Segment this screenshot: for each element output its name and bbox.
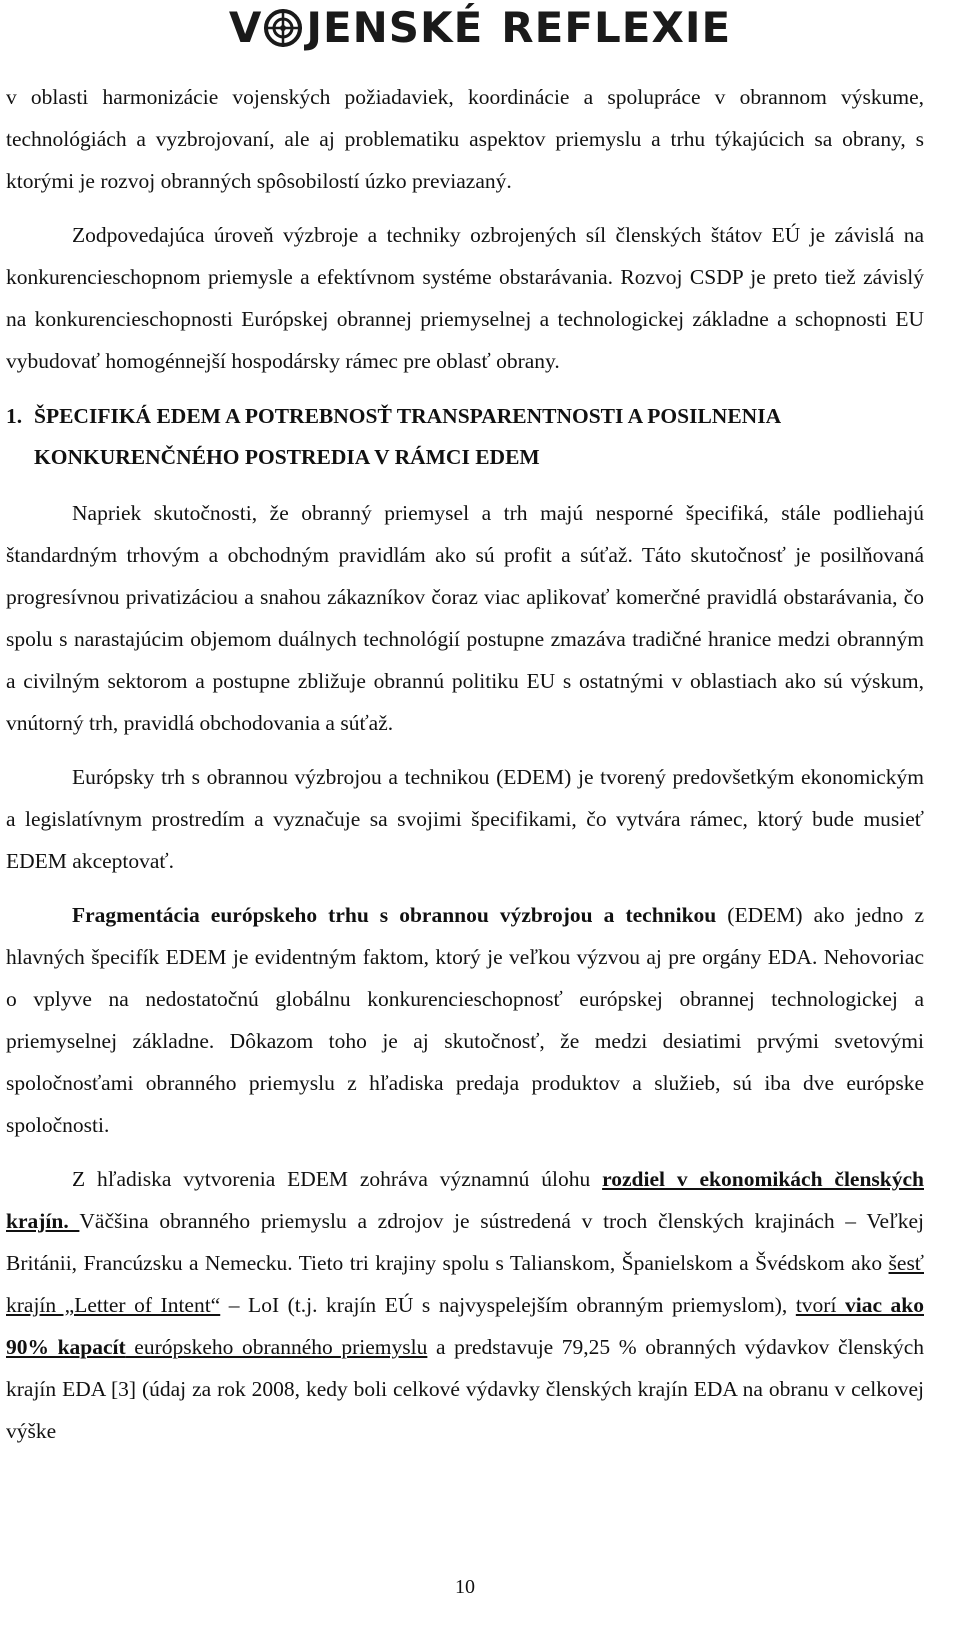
article-body xyxy=(6,76,924,1452)
masthead xyxy=(0,0,960,56)
paragraph-3: Napriek skutočnosti, že obranný priemysel a trh majú nesporné špecifiká, stále podliehajú štandardným trhovým a obchodným pravidlám ako sú profit a súťaž. Táto skutočnosť je posilňovaná progresívnou privatizáciou a snahou zákazníkov čoraz viac aplikovať komerčné pravidlá obstarávania, čo spolu s narastajúcim objemom duálnych technológií postupne zmazáva tradičné hranice medzi obranným a civilným sektorom a postupne zbližuje obrannú politiku EU s ostatnými v oblastiach ako sú výskum, vnútorný trh, pravidlá obchodovania a súťaž. xyxy=(6,501,924,735)
emphasis-economy-differences: rozdiel v ekonomikách členských krajín. xyxy=(6,1167,924,1233)
paragraph-6-text-4: a predstavuje 79,25 % obranných výdavkov členských krajín EDA [3] (údaj za rok 2008, kedy boli celkové výdavky členských krajín EDA na obranu v celkovej výške xyxy=(6,1335,925,1443)
logo-letter-v: V xyxy=(228,3,263,52)
emphasis-capacity-suffix: európskeho obranného priemyslu xyxy=(125,1335,428,1359)
emphasis-capacity-prefix: tvorí xyxy=(795,1293,845,1317)
logo-word-reflexie: REFLEXIE xyxy=(501,3,732,52)
emphasis-capacity-90: viac ako 90% kapacít xyxy=(6,1293,924,1359)
paragraph-6 xyxy=(6,1158,924,1452)
paragraph-1: v oblasti harmonizácie vojenských požiadaviek, koordinácie a spolupráce v obrannom výskume, technológiách a vyzbrojovaní, ale aj problematiku aspektov priemyslu a trhu týkajúcich sa obrany, s ktorými je rozvoj obranných spôsobilostí úzko previazaný. xyxy=(6,85,924,193)
paragraph-4: Európsky trh s obrannou výzbrojou a technikou (EDEM) je tvorený predovšetkým ekonomickým a legislatívnym prostredím a vyznačuje sa svojimi špecifikami, čo vytvára rámec, ktorý bude musieť EDEM akceptovať. xyxy=(6,765,924,873)
paragraph-2: Zodpovedajúca úroveň výzbroje a techniky ozbrojených síl členských štátov EÚ je závislá na konkurencieschopnom priemysle a efektívnom systéme obstarávania. Rozvoj CSDP je preto tiež závislý na konkurencieschopnosti Európskej obrannej priemyselnej a technologickej základne a schopnosti EU vybudovať homogénnejší hospodársky rámec pre oblasť obrany. xyxy=(6,223,924,373)
journal-logo xyxy=(228,3,732,52)
paragraph-6-text-2: Väčšina obranného priemyslu a zdrojov je sústredená v troch členských krajinách – Veľkej Británii, Francúzsku a Nemecku. Tieto tri krajiny spolu s Talianskom, Španielskom a Švédskom ako xyxy=(6,1209,924,1275)
section-title: ŠPECIFIKÁ EDEM A POTREBNOSŤ TRANSPARENTNOSTI A POSILNENIA KONKURENČNÉHO POSTREDIA V RÁMCI EDEM xyxy=(34,404,780,469)
logo-word-jenske: JENSKÉ xyxy=(306,3,484,52)
section-heading xyxy=(6,396,924,478)
paragraph-5 xyxy=(6,894,924,1146)
emphasis-loi-countries: šesť krajín „Letter of Intent“ xyxy=(6,1251,924,1317)
emphasis-fragmentation: Fragmentácia európskeho trhu s obrannou výzbrojou a technikou xyxy=(72,903,717,927)
crosshair-icon xyxy=(264,9,302,47)
paragraph-5-text: (EDEM) ako jedno z hlavných špecifík EDEM je evidentným faktom, ktorý je veľkou výzvou aj pre orgány EDA. Nehovoriac o vplyve na nedostatočnú globálnu konkurencieschopnosť európskej obrannej technologickej a priemyselnej základne. Dôkazom toho je aj skutočnosť, že medzi desiatimi prvými svetovými spoločnosťami obranného priemyslu z hľadiska predaja produktov a služieb, sú iba dve európske spoločnosti. xyxy=(6,903,924,1137)
page-number: 10 xyxy=(455,1576,475,1598)
section-number: 1. xyxy=(6,404,23,428)
paragraph-6-text-1: Z hľadiska vytvorenia EDEM zohráva významnú úlohu xyxy=(72,1167,603,1191)
paragraph-6-text-3: – LoI (t.j. krajín EÚ s najvyspelejším obranným priemyslom), xyxy=(220,1293,796,1317)
